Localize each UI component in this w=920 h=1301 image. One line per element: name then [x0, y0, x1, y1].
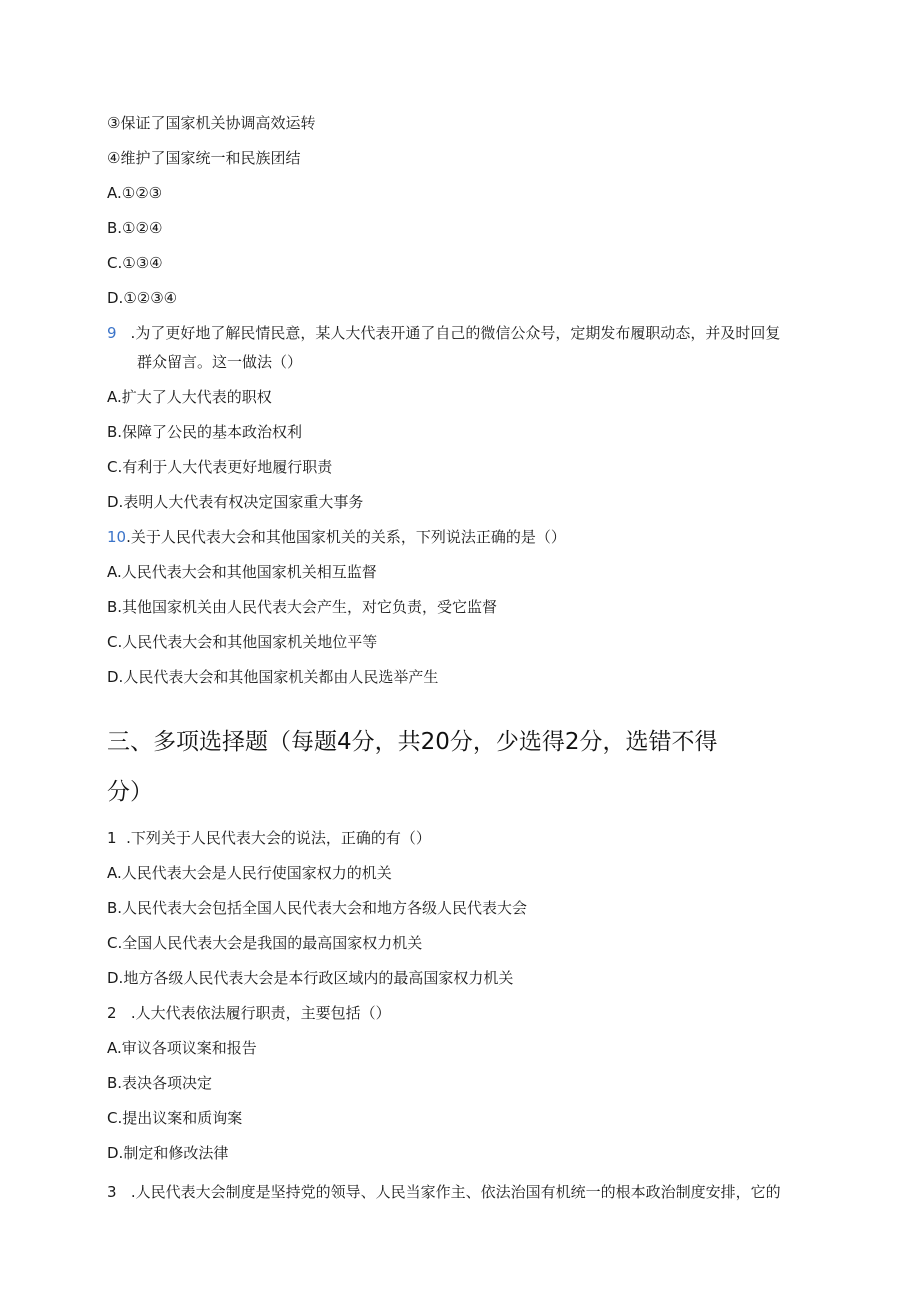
- m1-option-c: C.全国人民代表大会是我国的最高国家权力机关: [107, 934, 423, 952]
- option-item-4: ④维护了国家统一和民族团结: [107, 149, 301, 167]
- q10-option-c: C.人民代表大会和其他国家机关地位平等: [107, 633, 378, 651]
- question-text: .关于人民代表大会和其他国家机关的关系，下列说法正确的是（）: [126, 528, 566, 546]
- q10-option-d: D.人民代表大会和其他国家机关都由人民选举产生: [107, 668, 439, 686]
- q9-option-c: C.有利于人大代表更好地履行职责: [107, 458, 333, 476]
- m2-option-a: A.审议各项议案和报告: [107, 1039, 257, 1057]
- q9-option-b: B.保障了公民的基本政治权利: [107, 423, 303, 441]
- option-item-3: ③保证了国家机关协调高效运转: [107, 114, 316, 132]
- q9-option-d: D.表明人大代表有权决定国家重大事务: [107, 493, 364, 511]
- answer-a: A.①②③: [107, 184, 163, 202]
- q9-option-a: A.扩大了人大代表的职权: [107, 388, 272, 406]
- multi-question-1: 1 .下列关于人民代表大会的说法，正确的有（）: [107, 829, 431, 847]
- m1-option-d: D.地方各级人民代表大会是本行政区域内的最高国家权力机关: [107, 969, 514, 987]
- q10-option-a: A.人民代表大会和其他国家机关相互监督: [107, 563, 377, 581]
- question-text-continued: 群众留言。这一做法（）: [137, 353, 303, 371]
- question-number: 10: [107, 528, 127, 546]
- m2-option-d: D.制定和修改法律: [107, 1144, 229, 1162]
- multi-question-3: 3 .人民代表大会制度是坚持党的领导、人民当家作主、依法治国有机统一的根本政治制度安排，它的: [107, 1183, 781, 1201]
- m1-option-a: A.人民代表大会是人民行使国家权力的机关: [107, 864, 392, 882]
- question-10: [107, 527, 566, 547]
- answer-c: C.①③④: [107, 254, 163, 272]
- question-text: .为了更好地了解民情民意，某人大代表开通了自己的微信公众号，定期发布履职动态，并及时回复: [130, 324, 781, 342]
- answer-b: B.①②④: [107, 219, 163, 237]
- section-heading-continued: 分）: [107, 779, 153, 805]
- m2-option-c: C.提出议案和质询案: [107, 1109, 243, 1127]
- q10-option-b: B.其他国家机关由人民代表大会产生，对它负责，受它监督: [107, 598, 498, 616]
- multi-question-2: 2 .人大代表依法履行职责，主要包括（）: [107, 1004, 391, 1022]
- question-9: [107, 323, 780, 343]
- m2-option-b: B.表决各项决定: [107, 1074, 213, 1092]
- answer-d: D.①②③④: [107, 289, 178, 307]
- m1-option-b: B.人民代表大会包括全国人民代表大会和地方各级人民代表大会: [107, 899, 528, 917]
- section-heading: 三、多项选择题（每题4分，共20分，少选得2分，选错不得: [107, 729, 718, 755]
- question-number: 9: [107, 324, 117, 342]
